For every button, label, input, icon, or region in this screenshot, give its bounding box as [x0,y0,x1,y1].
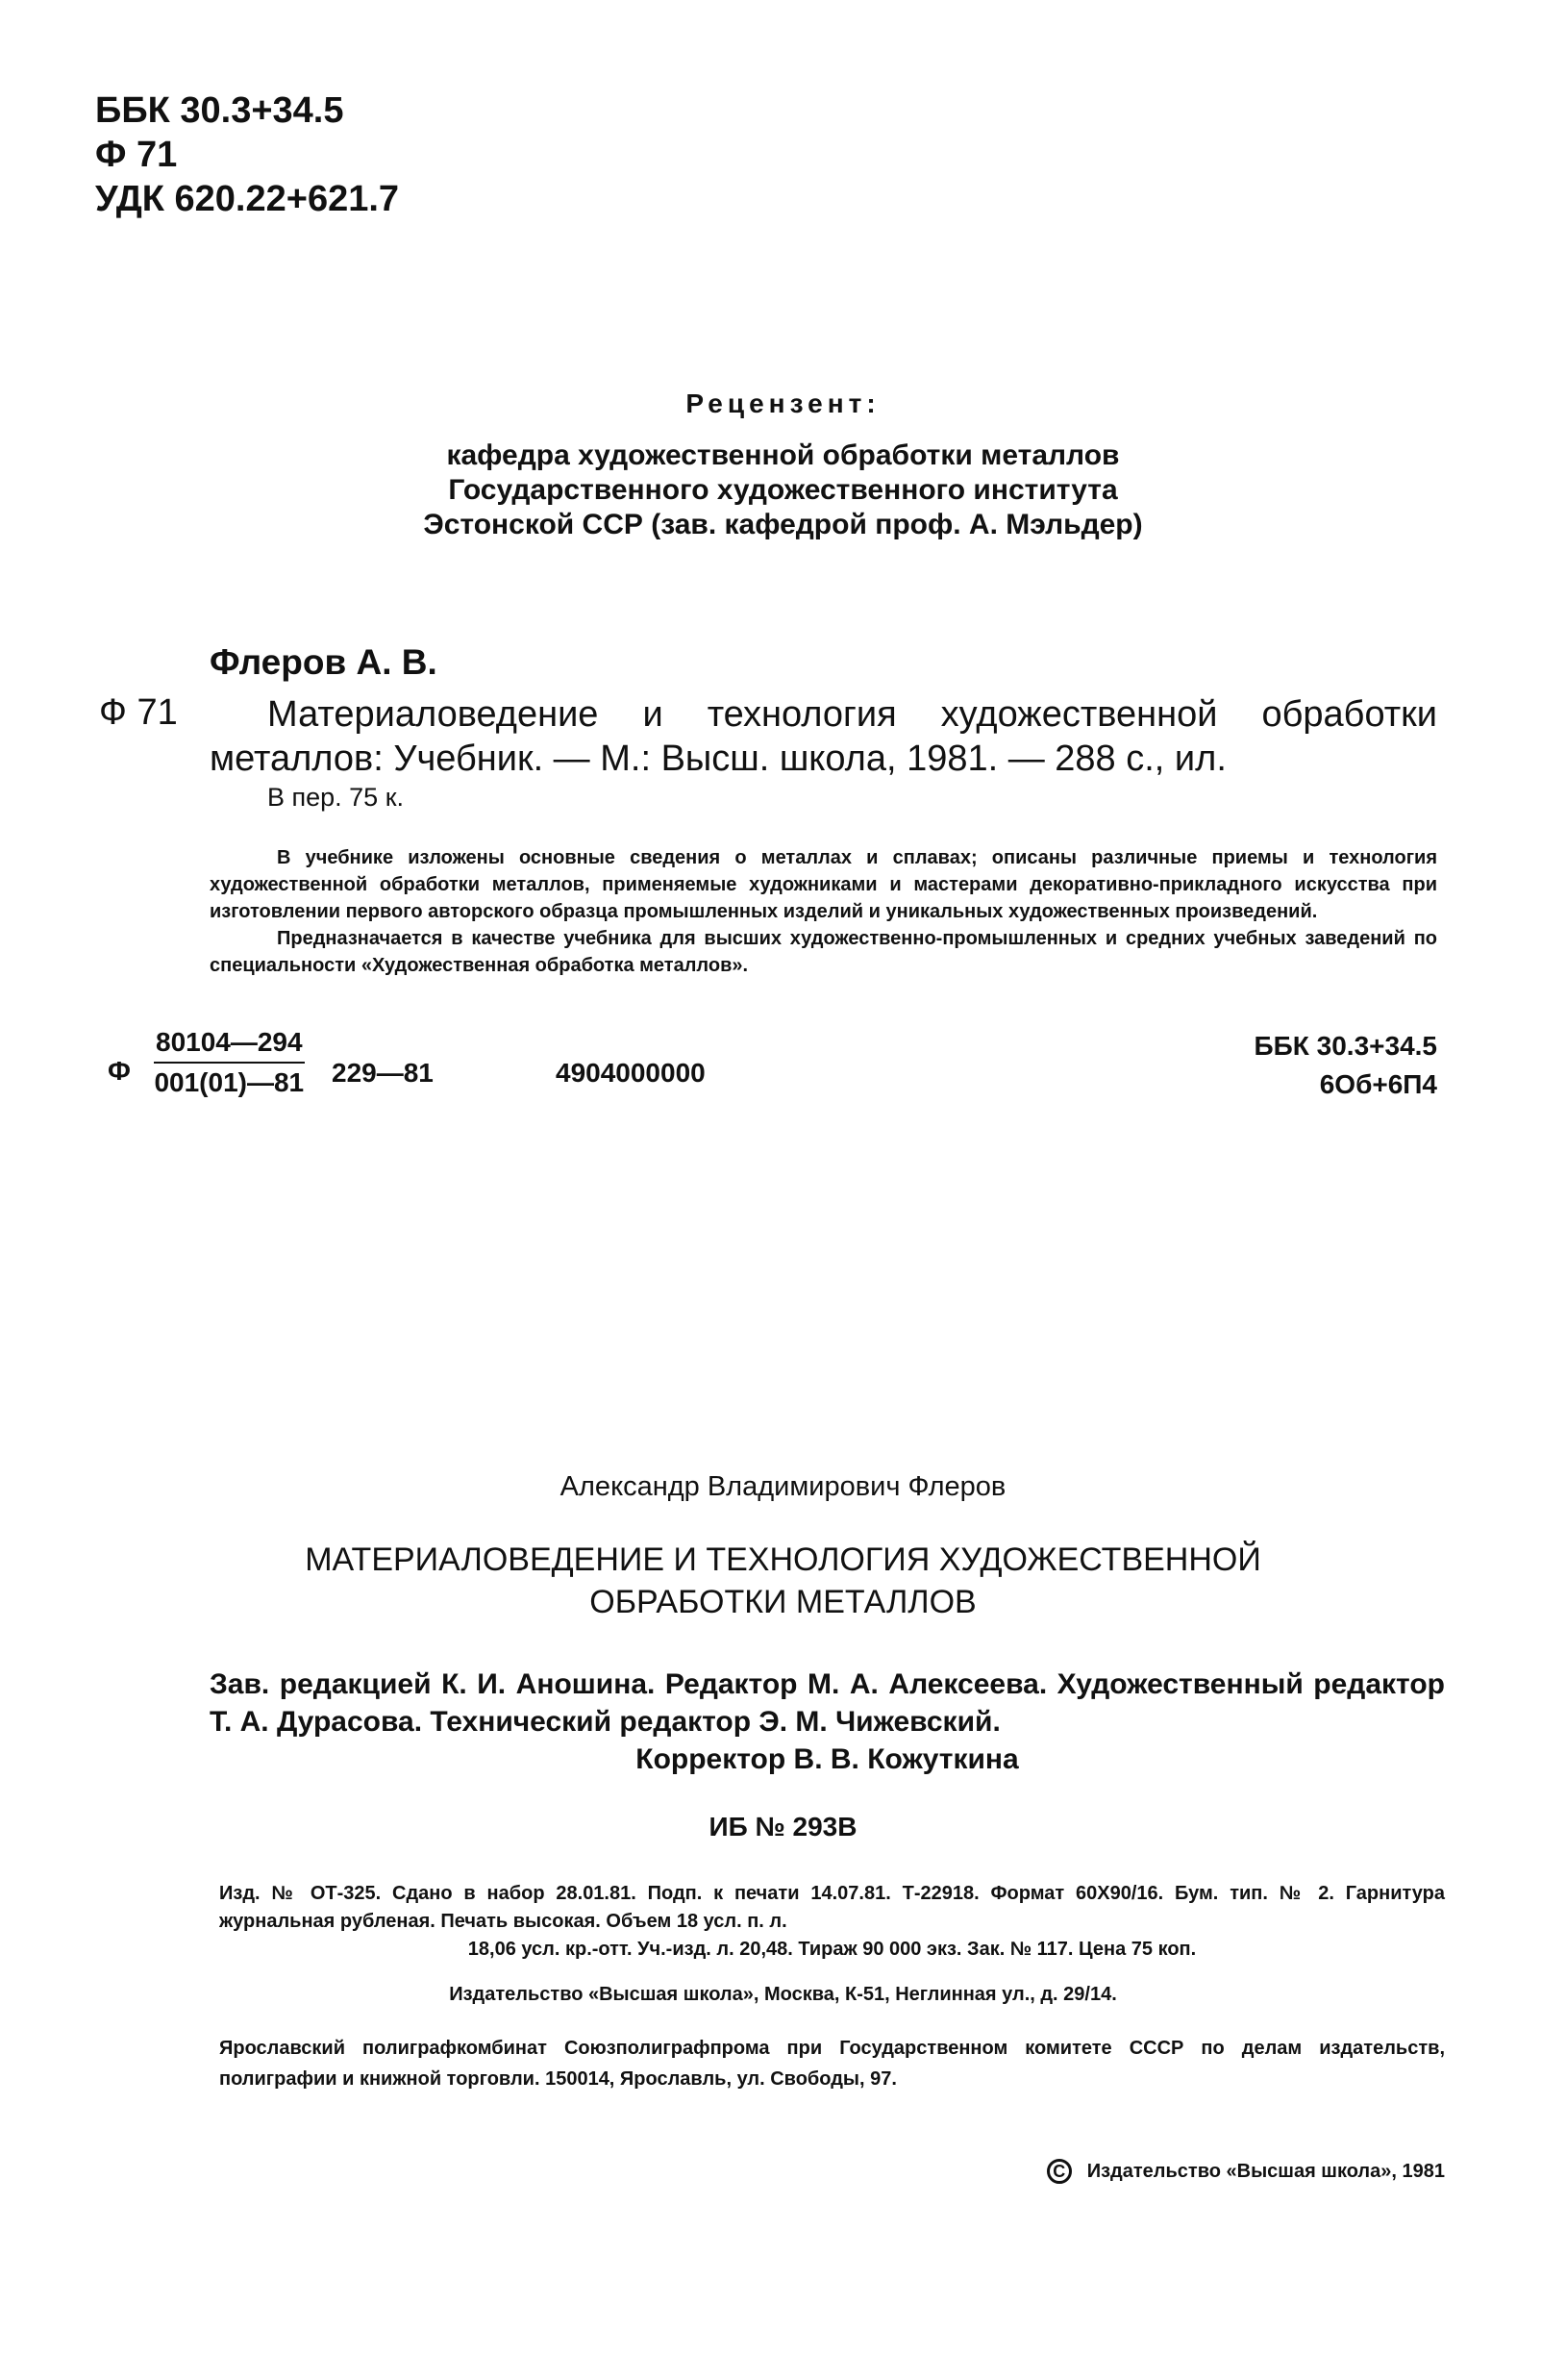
reviewer-block [0,438,1566,542]
author-full-name: Александр Владимирович Флеров [559,1471,1007,1502]
abstract [210,844,1437,979]
bbk-line: 6Об+6П4 [1319,1069,1437,1099]
editors-list: Зав. редакцией К. И. Аношина. Редактор М. А. Алексеева. Художественный редактор Т. А. Дурасова. Технический редактор Э. М. Чижевский. [210,1668,1445,1738]
reviewer-line: Эстонской ССР (зав. кафедрой проф. А. Мэльдер) [423,509,1143,540]
udk-code: УДК 620.22+621.7 [95,179,400,219]
fraction-denominator: 001(01)—81 [154,1067,305,1097]
editors [210,1666,1445,1778]
catalog-price: В пер. 75 к. [267,783,405,812]
ib-number: ИБ № 293В [708,1812,858,1841]
book-title [0,1539,1566,1623]
abstract-paragraph: Предназначается в качестве учебника для высших художественно-промышленных и средних учебных заведений по специальности «Художественная обработка металлов». [210,928,1437,976]
printer-address: Ярославский полиграфкомбинат Союзполиграфпрома при Государственном комитете СССР по делам издательств, полиграфии и книжной торговли. 150014, Ярославль, ул. Свободы, 97. [219,2038,1445,2090]
reviewer-line: Государственного художественного института [448,474,1118,506]
print-details-text: Изд. № ОТ-325. Сдано в набор 28.01.81. Подп. к печати 14.07.81. Т-22918. Формат 60Х90/16. Бум. тип. № 2. Гарнитура журнальная рубленая. Печать высокая. Объем 18 усл. п. л. [219,1883,1445,1932]
title-line: МАТЕРИАЛОВЕДЕНИЕ И ТЕХНОЛОГИЯ ХУДОЖЕСТВЕННОЙ [305,1541,1261,1578]
abstract-paragraph: В учебнике изложены основные сведения о металлах и сплавах; описаны различные приемы и технология художественной обработки металлов, применяемые художниками и мастерами декоративно-прикладного искусства при изготовлении первого авторского образца промышленных изделий и уникальных художественных произведений. [210,847,1437,922]
fraction-numerator: 80104—294 [154,1027,305,1064]
catalog-bbk [1255,1027,1437,1104]
catalog-code: Ф 71 [99,692,178,733]
author-mark: Ф 71 [95,135,178,175]
bbk-code: ББК 30.3+34.5 [95,90,344,131]
catalog-fraction [154,1027,305,1098]
catalog-author: Флеров А. В. [210,642,437,682]
title-line: ОБРАБОТКИ МЕТАЛЛОВ [589,1584,977,1620]
classification-header [95,88,399,221]
catalog-cipher: 229—81 [332,1058,434,1088]
catalog-description: Материаловедение и технология художественной обработки металлов: Учебник. — М.: Высш. школа, 1981. — 288 с., ил. [210,694,1437,779]
copyright-icon: C [1047,2159,1072,2184]
print-details [219,1880,1445,1964]
corrector: Корректор В. В. Кожуткина [635,1743,1019,1775]
copyright-text: Издательство «Высшая школа», 1981 [1086,2160,1445,2182]
copyright [1047,2159,1445,2184]
fraction-prefix: Ф [108,1056,131,1086]
reviewer-line: кафедра художественной обработки металлов [446,439,1120,471]
reviewer-title: Рецензент: [685,388,881,418]
catalog-number: 4904000000 [556,1058,706,1088]
print-details-last: 18,06 усл. кр.-отт. Уч.-изд. л. 20,48. Тираж 90 000 экз. Зак. № 117. Цена 75 коп. [467,1939,1197,1960]
bbk-line: ББК 30.3+34.5 [1254,1031,1437,1061]
publisher-address: Издательство «Высшая школа», Москва, К-51, Неглинная ул., д. 29/14. [449,1984,1117,2005]
